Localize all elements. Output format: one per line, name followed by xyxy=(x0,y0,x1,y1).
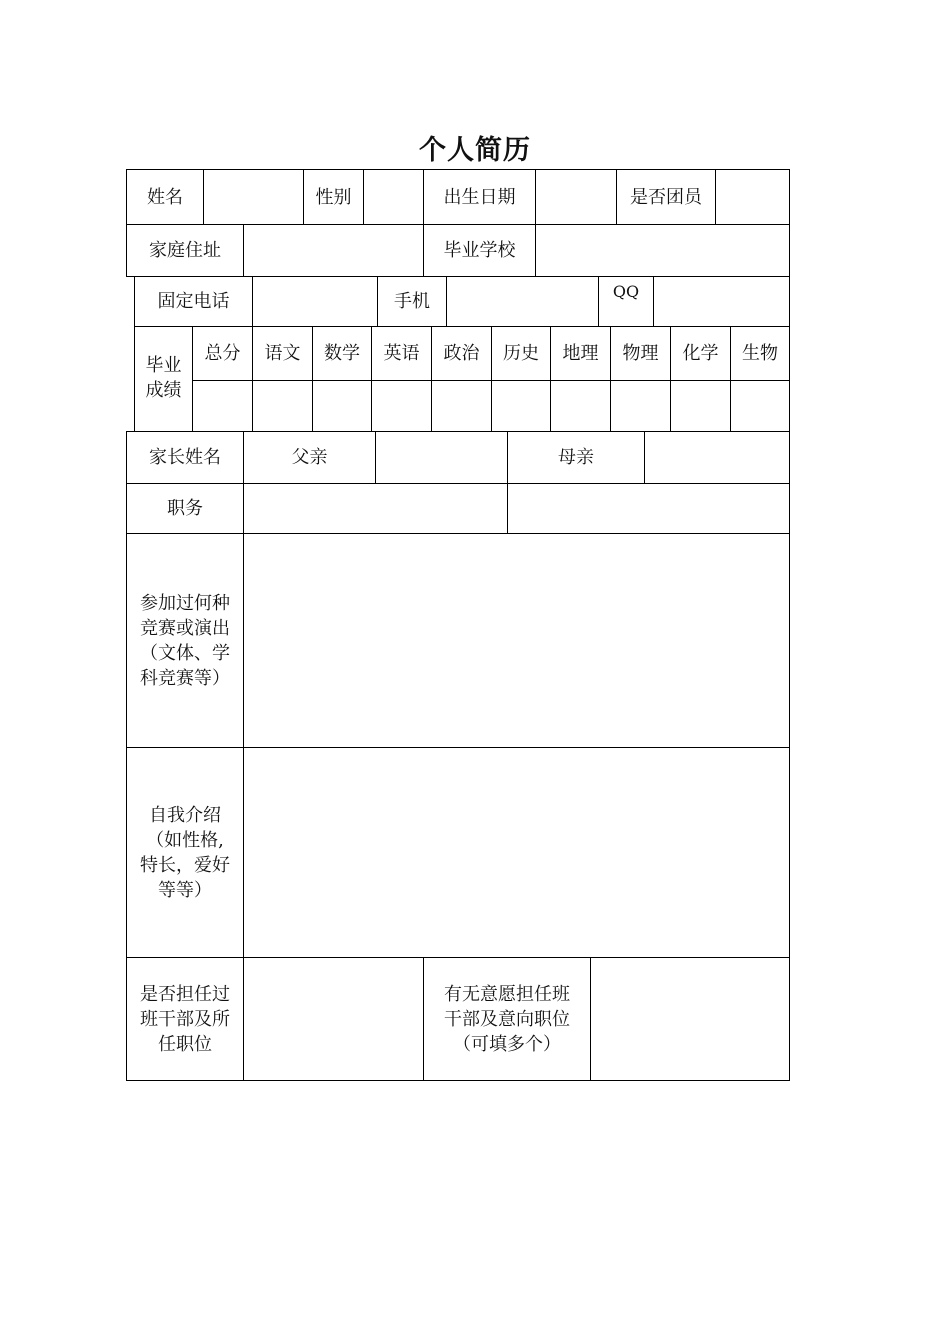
score-field-chinese[interactable] xyxy=(253,381,312,431)
name-label: 姓名 xyxy=(147,186,183,208)
parent-names-label: 家长姓名 xyxy=(149,447,221,468)
past-cadre-label: 是否担任过 班干部及所 任职位 xyxy=(140,983,230,1055)
page-title: 个人简历 xyxy=(419,135,531,166)
score-field-math[interactable] xyxy=(313,381,371,431)
mobile-field[interactable] xyxy=(447,277,598,326)
subject-header-chinese: 语文 xyxy=(264,343,301,364)
qq-field[interactable] xyxy=(654,277,789,326)
father-position-field[interactable] xyxy=(244,484,507,533)
graduated-school-field[interactable] xyxy=(536,225,789,276)
father-name-field[interactable] xyxy=(376,432,507,483)
father-label: 父亲 xyxy=(291,447,328,468)
mother-name-field[interactable] xyxy=(645,432,789,483)
graduated-school-label: 毕业学校 xyxy=(443,240,516,261)
parent-position-label: 职务 xyxy=(167,498,203,519)
birth-date-label: 出生日期 xyxy=(443,186,516,208)
competitions-field[interactable] xyxy=(244,534,789,747)
cadre-wish-field[interactable] xyxy=(591,958,789,1080)
table-border-right xyxy=(789,169,790,1081)
subject-header-geography: 地理 xyxy=(562,343,599,364)
landline-field[interactable] xyxy=(253,277,377,326)
subject-header-biology: 生物 xyxy=(742,343,778,364)
score-field-total[interactable] xyxy=(193,381,252,431)
mobile-label: 手机 xyxy=(394,291,430,312)
score-field-biology[interactable] xyxy=(731,381,789,431)
score-field-english[interactable] xyxy=(372,381,431,431)
home-address-label: 家庭住址 xyxy=(149,240,221,261)
landline-label: 固定电话 xyxy=(157,291,230,312)
subject-header-math: 数学 xyxy=(324,343,360,364)
subject-header-politics: 政治 xyxy=(443,343,480,364)
competitions-label: 参加过何种 竞赛或演出 （文体、学 科竞赛等） xyxy=(140,592,230,689)
self-intro-label: 自我介绍 （如性格, 特长，爱好 等等） xyxy=(140,804,230,901)
name-field[interactable] xyxy=(204,170,303,224)
score-field-history[interactable] xyxy=(492,381,550,431)
gender-field[interactable] xyxy=(364,170,423,224)
subject-header-english: 英语 xyxy=(383,343,420,364)
league-member-label: 是否团员 xyxy=(630,186,702,208)
subject-header-physics: 物理 xyxy=(622,343,659,364)
mother-position-field[interactable] xyxy=(508,484,789,533)
home-address-field[interactable] xyxy=(244,225,423,276)
league-member-field[interactable] xyxy=(716,170,789,224)
qq-label: QQ xyxy=(612,281,640,301)
cadre-wish-label: 有无意愿担任班 干部及意向职位 （可填多个） xyxy=(444,983,570,1055)
birth-date-field[interactable] xyxy=(536,170,616,224)
past-cadre-field[interactable] xyxy=(244,958,423,1080)
score-field-physics[interactable] xyxy=(611,381,670,431)
score-field-chemistry[interactable] xyxy=(671,381,730,431)
mother-label: 母亲 xyxy=(558,447,594,468)
table-border-bottom xyxy=(126,1080,790,1081)
score-field-geography[interactable] xyxy=(551,381,610,431)
graduation-scores-label: 毕业 成绩 xyxy=(145,354,182,401)
score-field-politics[interactable] xyxy=(432,381,491,431)
self-intro-field[interactable] xyxy=(244,748,789,957)
subject-header-chemistry: 化学 xyxy=(682,343,719,364)
subject-header-total: 总分 xyxy=(204,343,241,364)
gender-label: 性别 xyxy=(315,186,352,208)
subject-header-history: 历史 xyxy=(503,343,539,364)
